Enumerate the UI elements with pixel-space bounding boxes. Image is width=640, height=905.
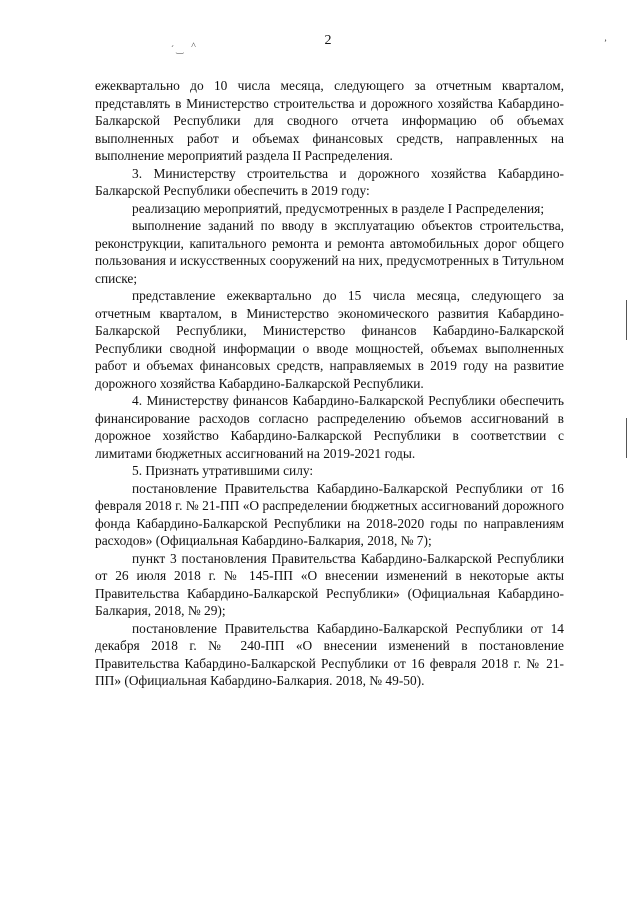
paragraph-item-3: 3. Министерству строительства и дорожного хозяйства Кабардино-Балкарской Республики обеспечить в 2019 году: — [95, 165, 564, 198]
page-number: 2 — [324, 33, 332, 48]
paragraph-item-5-resolution-21pp: постановление Правительства Кабардино-Балкарской Республики от 16 февраля 2018 г. № 21-ПП «О распределении бюджетных ассигнований дорожного фонда Кабардино-Балкарской Республики на 2018-2020 годы по направлениям расходов» (Официальная Кабардино-Балкария, 2018, № 7); — [95, 480, 564, 548]
paragraph-reporting-deadline: ежеквартально до 10 числа месяца, следующего за отчетным кварталом, представлять в Министерство строительства и дорожного хозяйства Кабардино-Балкарской Республики для сводного отчета информацию об объемах выполненных работ и объемах финансовых средств, направленных на выполнение мероприятий раздела II Распределения. — [95, 78, 564, 163]
paragraph-item-5-point-3-145pp: пункт 3 постановления Правительства Кабардино-Балкарской Республики от 26 июля 2018 г. № 145-ПП «О внесении изменений в некоторые акты Правительства Кабардино-Балкарской Республики» (Официальная Кабардино-Балкария, 2018, № 29); — [95, 550, 564, 618]
paragraph-item-5-resolution-240pp: постановление Правительства Кабардино-Балкарской Республики от 14 декабря 2018 г. № 240-ПП «О внесении изменений в постановление Правительства Кабардино-Балкарской Республики от 16 февраля 2018 г. № 21-ПП» (Официальная Кабардино-Балкария. 2018, № 49-50). — [95, 620, 564, 688]
document-body — [95, 77, 564, 690]
scan-artifact-mark: ʼ — [604, 38, 607, 48]
paragraph-item-3-commissioning: выполнение заданий по вводу в эксплуатацию объектов строительства, реконструкции, капитального ремонта и ремонта автомобильных дорог общего пользования и искусственных сооружений на них, предусмотренных в Титульном списке; — [95, 218, 564, 286]
paragraph-item-5: 5. Признать утратившими силу: — [132, 463, 314, 478]
paragraph-item-3-implementation: реализацию мероприятий, предусмотренных в разделе I Распределения; — [132, 200, 545, 216]
scan-edge-line — [626, 418, 627, 458]
scan-artifact-mark: ˊ ‿ — [171, 44, 184, 54]
scan-edge-line — [626, 300, 627, 340]
paragraph-item-4: 4. Министерству финансов Кабардино-Балкарской Республики обеспечить финансирование расходов согласно распределению объемов ассигнований в дорожное хозяйство Кабардино-Балкарской Республики в соответствии с лимитами бюджетных ассигнований на 2019-2021 годы. — [95, 393, 564, 461]
paragraph-item-3-reporting: представление ежеквартально до 15 числа месяца, следующего за отчетным кварталом, в Министерство экономического развития Кабардино-Балкарской Республики, Министерство финансов Кабардино-Балкарской Республики сводной информации о вводе мощностей, объемах выполненных работ и объемах финансовых средств, направляемых в 2019 году на развитие дорожного хозяйства Кабардино-Балкарской Республики. — [95, 288, 564, 391]
scan-artifact-mark: ˄ — [191, 40, 197, 50]
